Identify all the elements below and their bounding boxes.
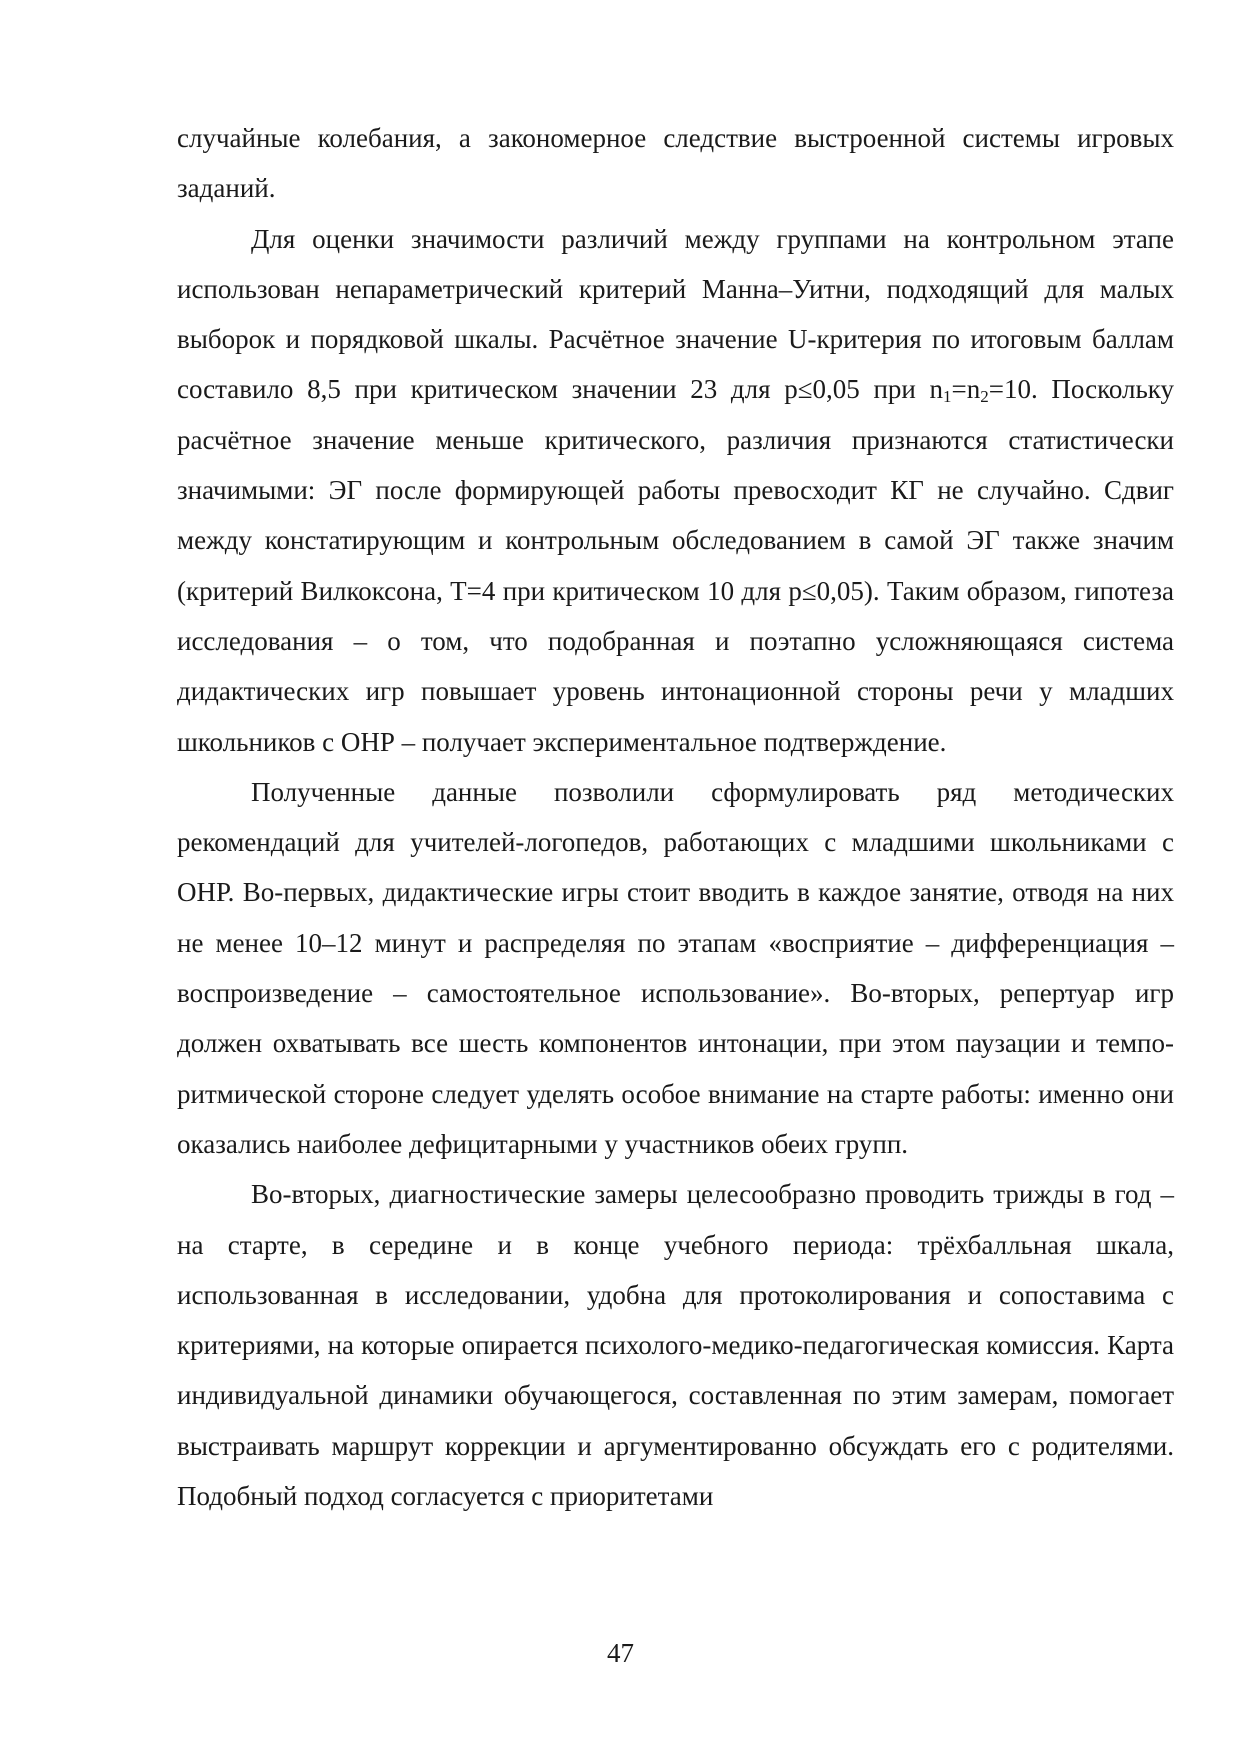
subscript-text: 2 <box>980 387 989 407</box>
subscript-text: 1 <box>943 387 952 407</box>
paragraph-text: =10. Поскольку расчётное значение меньше критического, различия признаются статистически значимыми: ЭГ после формирующей работы превосходит КГ не случайно. Сдвиг между констатирующим и контрольным обследованием в самой ЭГ также значим (критерий Вилкоксона, T=4 при критическом 10 для p≤0,05). Таким образом, гипотеза исследования – о том, что подобранная и поэтапно усложняющаяся система дидактических игр повышает уровень интонационной стороны речи у младших школьников с ОНР – получает экспериментальное подтверждение. <box>177 374 1175 757</box>
paragraph <box>177 113 1174 214</box>
paragraph <box>177 1169 1174 1521</box>
paragraph-text: случайные колебания, а закономерное следствие выстроенной системы игровых заданий. <box>177 123 1174 204</box>
paragraph-text: Во-вторых, диагностические замеры целесообразно проводить трижды в год – на старте, в середине и в конце учебного периода: трёхбалльная шкала, использованная в исследовании, удобна для протоколирования и сопоставима с критериями, на которые опирается психолого-медико-педагогическая комиссия. Карта индивидуальной динамики обучающегося, составленная по этим замерам, помогает выстраивать маршрут коррекции и аргументированно обсуждать его с родителями. Подобный подход согласуется с приоритетами <box>177 1179 1174 1512</box>
page-number: 47 <box>607 1638 634 1668</box>
paragraph-text: Для оценки значимости различий между группами на контрольном этапе использован непараметрический критерий Манна–Уитни, подходящий для малых выборок и порядковой шкалы. Расчётное значение U-критерия по итоговым баллам составило 8,5 при критическом значении 23 для p≤0,05 при n <box>177 223 1174 405</box>
paragraph <box>177 214 1174 767</box>
paragraph-text: Полученные данные позволили сформулировать ряд методических рекомендаций для учителей-логопедов, работающих с младшими школьниками с ОНР. Во-первых, дидактические игры стоит вводить в каждое занятие, отводя на них не менее 10–12 минут и распределяя по этапам «восприятие – дифференциация – воспроизведение – самостоятельное использование». Во-вторых, репертуар игр должен охватывать все шесть компонентов интонации, при этом паузации и темпо-ритмической стороне следует уделять особое внимание на старте работы: именно они оказались наиболее дефицитарными у участников обеих групп. <box>177 776 1174 1159</box>
paragraph <box>177 767 1174 1169</box>
paragraph-text: =n <box>951 374 981 405</box>
document-body <box>177 113 1174 1521</box>
